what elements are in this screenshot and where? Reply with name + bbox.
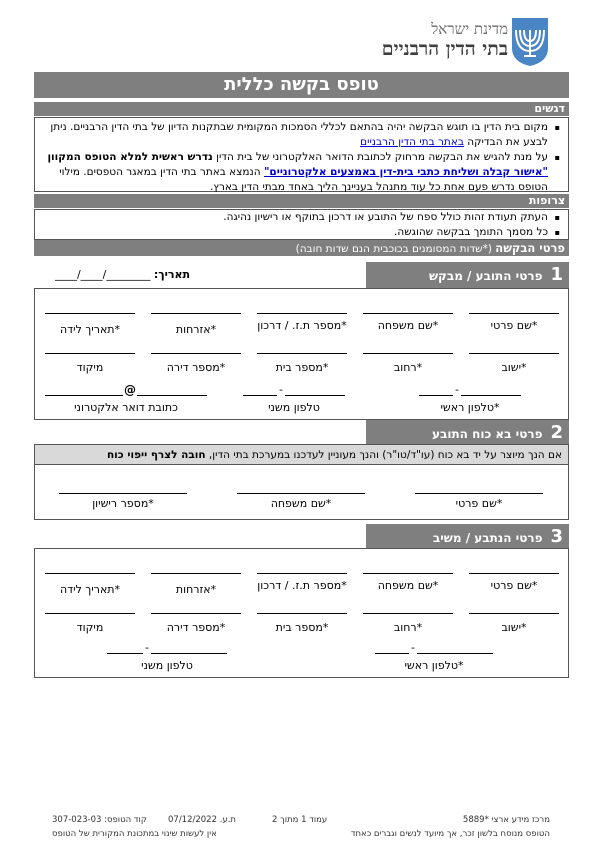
applicant-email-field[interactable]: כתובת דואר אלקטרוני xyxy=(74,401,178,414)
power-of-attorney-note: אם הנך מיוצר על יד בא כוח (עו"ד/טו"ר) והנך מעוניין לעדכנו במערכת בתי הדין, חובה לצרף ייפוי כוח xyxy=(35,445,568,465)
section1-box: *שם פרטי *שם משפחה *מספר ת.ז. / דרכון *אזרחות *תאריך לידה *ישוב *רחוב *מספר בית *מספר דירה מיקוד - - @ *טלפון ראשי טלפון משני כתובת דואר אלקטרוני xyxy=(34,288,569,420)
attachment-item: ▪ כל מסמך התומך בבקשה שהוגשה. xyxy=(41,225,560,240)
footer-revision-date: ת.ע. 07/12/2022 xyxy=(168,815,237,825)
attachments-box xyxy=(34,209,569,240)
applicant-city-field[interactable]: *ישוב xyxy=(501,361,527,374)
footer-info-center: מרכז מידע ארצי *5889 xyxy=(462,815,550,825)
note-item: ▪ מקום בית הדין בו תוגש הבקשה יהיה בהתאם לכללי הסמכות המקומית שבתקנות הדיון של בתי הדין הרבניים. ניתן לבצע את הבדיקה באתר בתי הדין הרבניים xyxy=(41,120,560,150)
applicant-first-name-field[interactable]: *שם פרטי xyxy=(490,319,538,332)
attorney-first-name-field[interactable]: *שם פרטי xyxy=(455,497,503,510)
respondent-birthdate-field[interactable]: *תאריך לידה xyxy=(59,583,121,596)
courts-name: בתי הדין הרבניים xyxy=(381,38,508,60)
footer-disclaimer: אין לעשות שינוי במתכונת המקורית של הטופס xyxy=(52,829,217,839)
attorney-last-name-field[interactable]: *שם משפחה xyxy=(270,497,332,510)
note-item: ▪ על מנת להגיש את הבקשה מרחוק לכתובת הדואר האלקטרוני של בית הדין נדרש ראשית למלא הטופס המקוון "אישור קבלה ושליחת כתבי בית-דין באמצעים אלקטרוניים" הנמצא באתר בתי הדין במאגר הטפסים. מילוי הטופס נדרש פעם אחת כל עוד מתנהל בעניינך הליך באחד מבתי הדין בארץ. xyxy=(41,150,560,195)
electronic-approval-form-link[interactable]: "אישור קבלה ושליחת כתבי בית-דין באמצעים אלקטרוניים" xyxy=(263,166,548,178)
respondent-main-phone-field[interactable]: *טלפון ראשי xyxy=(404,659,464,672)
respondent-street-field[interactable]: *רחוב xyxy=(393,621,423,634)
applicant-birthdate-field[interactable]: *תאריך לידה xyxy=(59,323,121,336)
respondent-last-name-field[interactable]: *שם משפחה xyxy=(377,579,439,592)
footer-gender-note: הטופס מנוסח בלשון זכר, אך מיועד לנשים וגברים כאחד xyxy=(350,829,550,839)
form-title: טופס בקשה כללית xyxy=(34,72,569,98)
attorney-license-field[interactable]: *מספר רישיון xyxy=(92,497,154,510)
applicant-zip-field[interactable]: מיקוד xyxy=(76,361,104,374)
applicant-citizenship-field[interactable]: *אזרחות xyxy=(175,323,217,336)
applicant-last-name-field[interactable]: *שם משפחה xyxy=(377,319,439,332)
applicant-secondary-phone-field[interactable]: טלפון משני xyxy=(268,401,320,414)
respondent-secondary-phone-field[interactable]: טלפון משני xyxy=(141,659,193,672)
applicant-street-field[interactable]: *רחוב xyxy=(393,361,423,374)
section2-header: 2פרטי בא כוח התובע xyxy=(366,420,569,446)
applicant-id-field[interactable]: *מספר ת.ז. / דרכון xyxy=(257,319,347,332)
respondent-apartment-field[interactable]: *מספר דירה xyxy=(166,621,226,634)
applicant-house-number-field[interactable]: *מספר בית xyxy=(275,361,329,374)
notes-box xyxy=(34,117,569,192)
section2-box xyxy=(34,444,569,520)
footer-page-number: עמוד 1 מתוך 2 xyxy=(272,815,328,825)
respondent-first-name-field[interactable]: *שם פרטי xyxy=(490,579,538,592)
respondent-city-field[interactable]: *ישוב xyxy=(501,621,527,634)
attachment-item: ▪ העתק תעודת זהות כולל ספח של התובע או דרכון בתוקף או רישיון נהיגה. xyxy=(41,210,560,225)
applicant-main-phone-field[interactable]: *טלפון ראשי xyxy=(440,401,500,414)
respondent-zip-field[interactable]: מיקוד xyxy=(76,621,104,634)
state-emblem-icon xyxy=(510,16,550,68)
respondent-citizenship-field[interactable]: *אזרחות xyxy=(175,583,217,596)
notes-heading: דגשים xyxy=(34,102,569,116)
attachments-heading: צרופות xyxy=(34,194,569,208)
state-name: מדינת ישראל xyxy=(431,20,508,38)
respondent-house-number-field[interactable]: *מספר בית xyxy=(275,621,329,634)
section3-box: *שם פרטי *שם משפחה *מספר ת.ז. / דרכון *אזרחות *תאריך לידה *ישוב *רחוב *מספר בית *מספר דירה מיקוד - - *טלפון ראשי טלפון משני xyxy=(34,548,569,678)
courts-site-link[interactable]: באתר בתי הדין הרבניים xyxy=(360,136,464,148)
date-field[interactable]: תאריך: ____/____/________ xyxy=(54,268,190,281)
section3-header: 3פרטי הנתבע / משיב xyxy=(366,524,569,550)
applicant-apartment-field[interactable]: *מספר דירה xyxy=(166,361,226,374)
request-details-heading: פרטי הבקשה (*שדות המסומנים בכוכבית הנם שדות חובה) xyxy=(34,240,569,256)
section1-header: 1פרטי התובע / מבקש xyxy=(366,262,569,288)
footer-form-code: קוד הטופס: 307-023-03 xyxy=(52,815,147,825)
respondent-id-field[interactable]: *מספר ת.ז. / דרכון xyxy=(257,579,347,592)
